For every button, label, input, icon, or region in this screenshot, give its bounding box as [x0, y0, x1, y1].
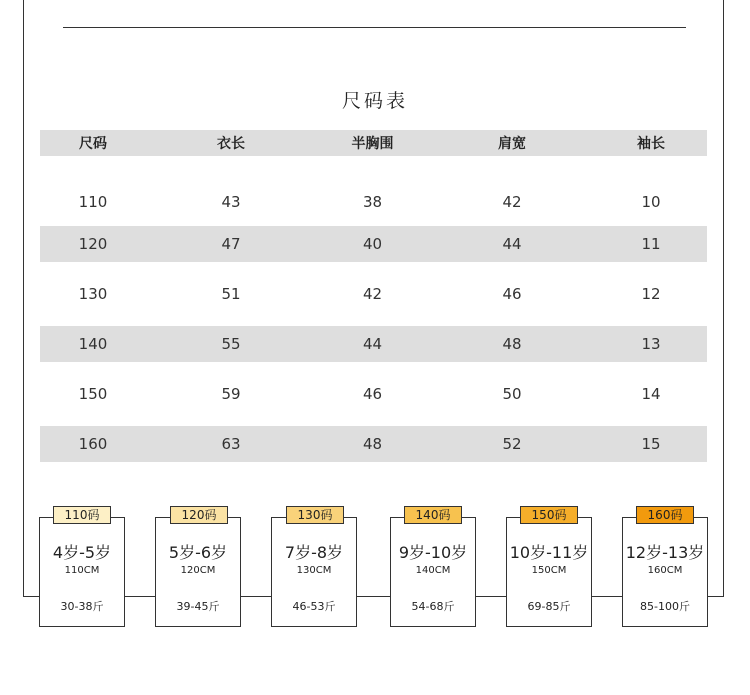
table-cell: 50: [502, 385, 522, 403]
card-age: 9岁-10岁: [398, 543, 468, 562]
card-weight: 30-38斤: [60, 600, 104, 613]
card-height: 150CM: [531, 565, 567, 576]
table-cell: 12: [641, 285, 661, 303]
card-weight: 39-45斤: [176, 600, 220, 613]
size-card: [622, 517, 708, 627]
table-cell: 42: [362, 285, 383, 303]
card-weight: 85-100斤: [640, 600, 690, 613]
table-cell: 44: [362, 335, 383, 353]
card-weight: 46-53斤: [292, 600, 336, 613]
card-size-tag: 160码: [636, 506, 694, 524]
table-cell: 63: [221, 435, 241, 453]
table-cell: 140: [78, 335, 108, 353]
card-age: 7岁-8岁: [284, 543, 344, 562]
card-height: 160CM: [647, 565, 683, 576]
table-cell: 48: [502, 335, 522, 353]
card-age: 12岁-13岁: [625, 543, 705, 562]
page-title: 尺码表: [341, 90, 408, 112]
card-height: 110CM: [64, 565, 100, 576]
card-weight: 54-68斤: [411, 600, 455, 613]
table-cell: 160: [78, 435, 108, 453]
table-cell: 40: [362, 235, 383, 253]
size-card: [271, 517, 357, 627]
header-length: 衣长: [217, 136, 245, 152]
table-cell: 59: [221, 385, 241, 403]
table-cell: 48: [362, 435, 383, 453]
card-height: 140CM: [415, 565, 451, 576]
table-cell: 10: [641, 193, 661, 211]
card-size-tag: 120码: [170, 506, 228, 524]
size-card: [390, 517, 476, 627]
table-cell: 15: [641, 435, 661, 453]
card-size-tag: 140码: [404, 506, 462, 524]
size-card: [155, 517, 241, 627]
header-half-chest: 半胸围: [351, 136, 394, 152]
table-cell: 130: [78, 285, 108, 303]
card-height: 130CM: [296, 565, 332, 576]
card-size-tag: 110码: [53, 506, 111, 524]
table-cell: 43: [221, 193, 241, 211]
table-cell: 46: [502, 285, 522, 303]
card-size-tag: 130码: [286, 506, 344, 524]
size-card: [39, 517, 125, 627]
header-shoulder: 肩宽: [498, 136, 526, 152]
size-card: [506, 517, 592, 627]
table-cell: 110: [78, 193, 108, 211]
card-size-tag: 150码: [520, 506, 578, 524]
header-sleeve: 袖长: [637, 136, 665, 152]
table-cell: 52: [502, 435, 522, 453]
table-cell: 150: [78, 385, 108, 403]
table-cell: 11: [641, 235, 661, 253]
table-cell: 14: [641, 385, 661, 403]
card-age: 5岁-6岁: [168, 543, 228, 562]
table-cell: 51: [221, 285, 241, 303]
header-size: 尺码: [79, 136, 107, 152]
table-cell: 38: [362, 193, 383, 211]
table-cell: 46: [362, 385, 383, 403]
table-cell: 13: [641, 335, 661, 353]
card-height: 120CM: [180, 565, 216, 576]
table-cell: 42: [502, 193, 522, 211]
table-cell: 47: [221, 235, 241, 253]
table-cell: 120: [78, 235, 108, 253]
card-weight: 69-85斤: [527, 600, 571, 613]
card-age: 10岁-11岁: [509, 543, 589, 562]
card-age: 4岁-5岁: [52, 543, 112, 562]
table-cell: 44: [502, 235, 522, 253]
table-cell: 55: [221, 335, 241, 353]
